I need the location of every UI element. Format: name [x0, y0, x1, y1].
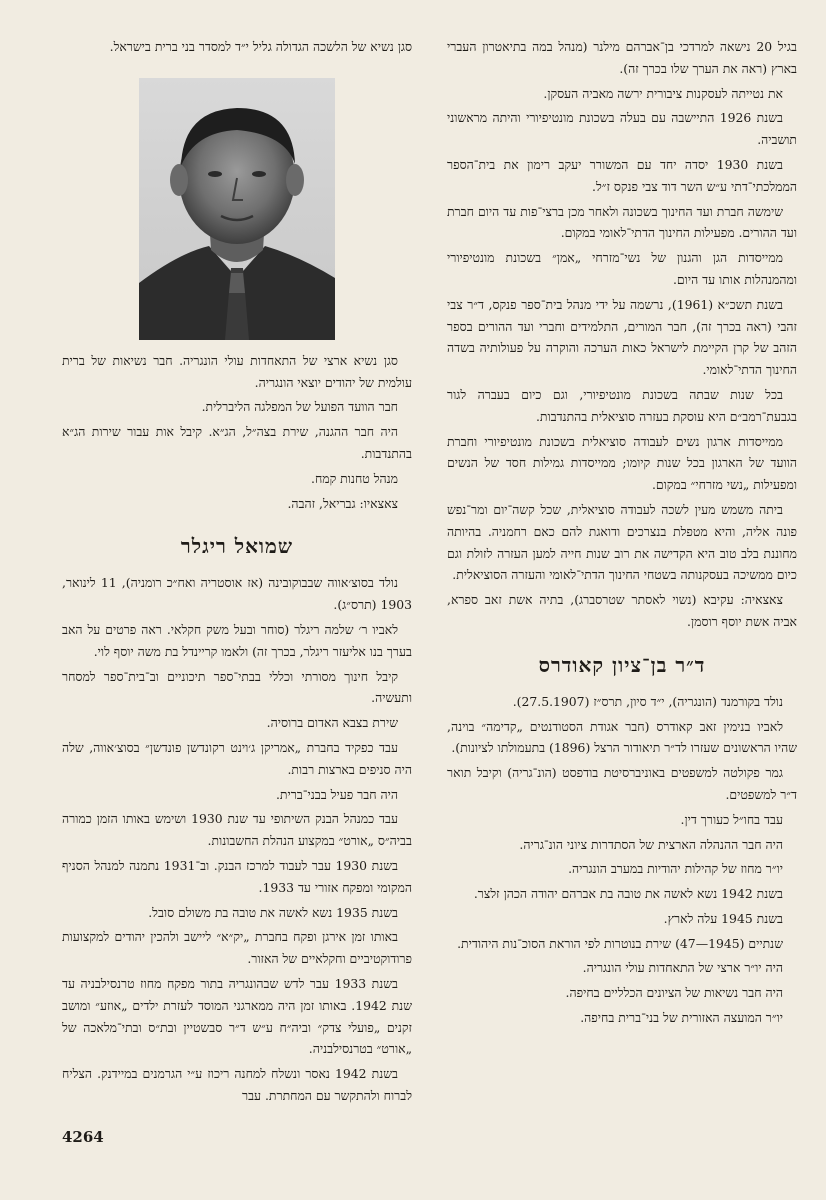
paragraph: שירת בצבא האדום ברוסיה. [266, 715, 398, 731]
paragraph: היה חבר ההגנה, שירת בצה״ל, הג״א. קיבל אות עבור שירות הג״א בהתנדבות. [62, 424, 412, 461]
entry-kauders [447, 691, 797, 1029]
entry-heading-rigler: שמואל ריגלר [180, 534, 294, 559]
left-column [62, 36, 412, 1110]
paragraph: בשנת 1930 יסדה יחד עם המשורר יעקב רימון את בית־הספר הממלכתי־דתי ע״ש השר דוד צבי פנקס ז״ל. [447, 156, 797, 194]
paragraph: עבד כמנהל הבנק השיתופי עד שנת 1930 ושימש באותו הזמן כמורה בביה״ס „אורט״ במקצוע הנהלת החשבונות. [62, 811, 412, 849]
paragraph: יו״ר המועצה האזורית של בני־ברית בחיפה. [580, 1010, 783, 1026]
paragraph: בשנת 1942 נשא לאשה את טובה בת אברהם יהודה הכהן זלצר. [473, 886, 783, 902]
paragraph: בשנת 1926 התיישבה עם בעלה בשכונת מונטיפיורי והיתה מראשוני תושביה. [447, 110, 797, 148]
paragraph: בשנת 1933 עבר לדש שבהונגריה בתור מפקח מחוז טרנסילבניה עד שנת 1942. באותו זמן היה ממארגני המוסד לעזרת ילדים „אוזע״ ומושב זקנים „פועלי צדק״ וביה״ח ע״ש ד״ר סבשטיין ובת״ס ובתי־מלאכה של „אורט״ בטרנסילבניה. [62, 975, 412, 1057]
paragraph: ביתה משמש מעין לשכה לעבודה סוציאלית, שכל קשה־יום ומר־נפש פונה אליה, והיא מטפלת בנצרכים ודואגת להם כאם רחמניה. בהיותה מחוננת בלב טוב היא הקדישה את רוב שנות חייה למען העזרה לזולת וגם כיום ממשיכה בעסקנותה בשטחי החינוך הדתי־לאומי והעזרה הסוציאלית. [447, 501, 797, 583]
paragraph: היה חבר נשיאות של הציונים הכלליים בחיפה. [565, 985, 783, 1001]
right-column [447, 36, 797, 1032]
entry-milner-continued [447, 36, 797, 633]
paragraph: בכל שנות שבתה בשכונת מונטיפיורי, וגם כיום בעברה לגור בגבעת־רמב״ם היא עוסקת בעזרה סוציאלית בהתנדבות. [447, 386, 797, 424]
entry-heading-kauders: ד״ר בן־ציון קאודרס [538, 652, 706, 677]
paragraph: חבר הוועד הפועל של המפלגה הליברלית. [201, 399, 398, 415]
portrait-photo-icon [139, 78, 335, 340]
paragraph: קיבל חינוך מסורתי וכללי בבתי־ספר תיכוניים וב־בית־ספר למסחר ותעשיה. [62, 668, 412, 706]
paragraph: לאביו ר׳ שלמה ריגלר (סוחר ובעל משק חקלאי. ראה פרטים על האב בערך בנו אליעזר ריגלר, בכרך זה) ולאמו קריינדל בת משה יוסף לוי. [62, 621, 412, 659]
paragraph: סגן נשיא של הלשכה הגדולה גליל י״ד למסדר בני ברית בישראל. [109, 39, 412, 54]
paragraph: גמר פקולטה למשפטים באוניברסיטת בודפסט (הונ־גריה) וקיבל תואר ד״ר למשפטים. [447, 765, 797, 802]
paragraph: עבד בחו״ל כעורך דין. [680, 811, 783, 827]
paragraph: בשנת תשכ״א (1961), נרשמה על ידי מנהל בית־ספר פנקס, ד״ר צבי זהבי (ראה בכרך זה), חבר המורים, התלמידים וחברי ועד ההורים בספר הזהב של קרן הקיימת לישראל כאות הערכה והוקרה על פעולותיה בשדה החינוך הדתי־לאומי. [447, 296, 797, 378]
paragraph: יו״ר מחוז של קהילות יהודיות במערב הונגריה. [568, 861, 783, 877]
paragraph: ממייסדות ארגון נשים לעבודה סוציאלית בשכונת מונטיפיורי וחברת הוועד של הארגון בכל שנות קיומו; ממייסדות גמילות חסד של הנשים ומפעילות „נשי מזרחי״ במקום. [447, 433, 797, 493]
paragraph: לאביו בנימין זאב קאודרס (חבר אגודת הסטודנטים „קדימה״ בוינה, שהיו הראשונים שעזרו לד״ר תיאודור הרצל (1896) בתעמולתו לציונות). [447, 718, 797, 756]
paragraph: היה חבר פעיל בבני־ברית. [275, 786, 398, 802]
paragraph: באותו זמן אירגן ופקח בחברת „יק״א״ ליישב ולהכין יהודים למקצועות פרודוקטיביים וחקלאיים של האזור. [62, 929, 412, 967]
paragraph: שימשה חברת ועד החינוך בשכונה ולאחר מכן ברצי־פות עד היום חברת ועד ההורים. מפעילות החינוך הדתי־לאומי במקום. [447, 203, 797, 241]
paragraph: ממייסדות הגן והגנון של נשי־מזרחי „אמן״ בשכונת מונטיפיורי ומהמנהלות אותו עד היום. [447, 250, 797, 287]
paragraph: היה יו״ר ארצי של התאחדות עולי הונגריה. [582, 960, 783, 976]
paragraph: בשנת 1945 עלה לארץ. [663, 910, 783, 926]
paragraph: נולד בסוצ׳אווה שבבוקובינה (אז אוסטריה ואח״כ רומניה), 11 לינואר, 1903 (תרס״ג). [62, 575, 412, 613]
paragraph: צאצאיו: גבריאל, זהבה. [287, 495, 398, 511]
paragraph: בשנת 1942 נאסר ונשלח למחנה ריכוז ע״י הגרמנים במיידנק. הצליח לברוח ולהתקשר עם המחתרת. עבר [62, 1066, 412, 1103]
portrait-photo [139, 78, 335, 340]
entry-rigler [62, 572, 412, 1106]
paragraph: סגן נשיא ארצי של התאחדות עולי הונגריה. חבר נשיאות של ברית עולמית של יהודים יוצאי הונגריה. [62, 352, 412, 390]
paragraph: בגיל 20 נישאה למרדכי בן־אברהם מילנר (מנהל במה בתיאטרון העברי בארץ (ראה את הערך שלו בכרך זה). [447, 39, 797, 76]
paragraph: שנתיים (1945—47) שירת בנוטרות לפי הוראת הסוכ־נות היהודית. [457, 935, 783, 951]
paragraph: היה חבר ההנהלה הארצית של הסתדרות ציוני הונ־גריה. [519, 836, 783, 852]
paragraph: בשנת 1935 נשא לאשה את טובה בת משולם סובל. [148, 904, 398, 920]
paragraph: מנהל טחנות קמח. [311, 470, 398, 486]
paragraph: את נטייתה לעסקנות ציבורית ירשה מאביה העסקן. [543, 85, 783, 101]
paragraph: צאצאיה: עקיבא (נשוי לאסתר שטרסברג), בתיה אשת זאב ספרא, אביה אשת יוסף רוסמן. [447, 592, 797, 629]
paragraph: עבד כפקיד בחברת „אמריקן ג׳וינט רקונדשן פונדשן״ בסוצ׳אווה, שלה היה סניפים בארצות רבות. [62, 739, 412, 777]
paragraph: נולד בקורמנד (הונגריה), י״ד סיון, תרס״ז (27.5.1907). [512, 693, 783, 709]
page-number: 4264 [62, 1128, 104, 1146]
paragraph: בשנת 1930 עבר לעבוד למרכז הבנק. וב־1931 נתמנה למנהל הסניף המקומי ומפקח אזורי עד 1933. [62, 857, 412, 895]
